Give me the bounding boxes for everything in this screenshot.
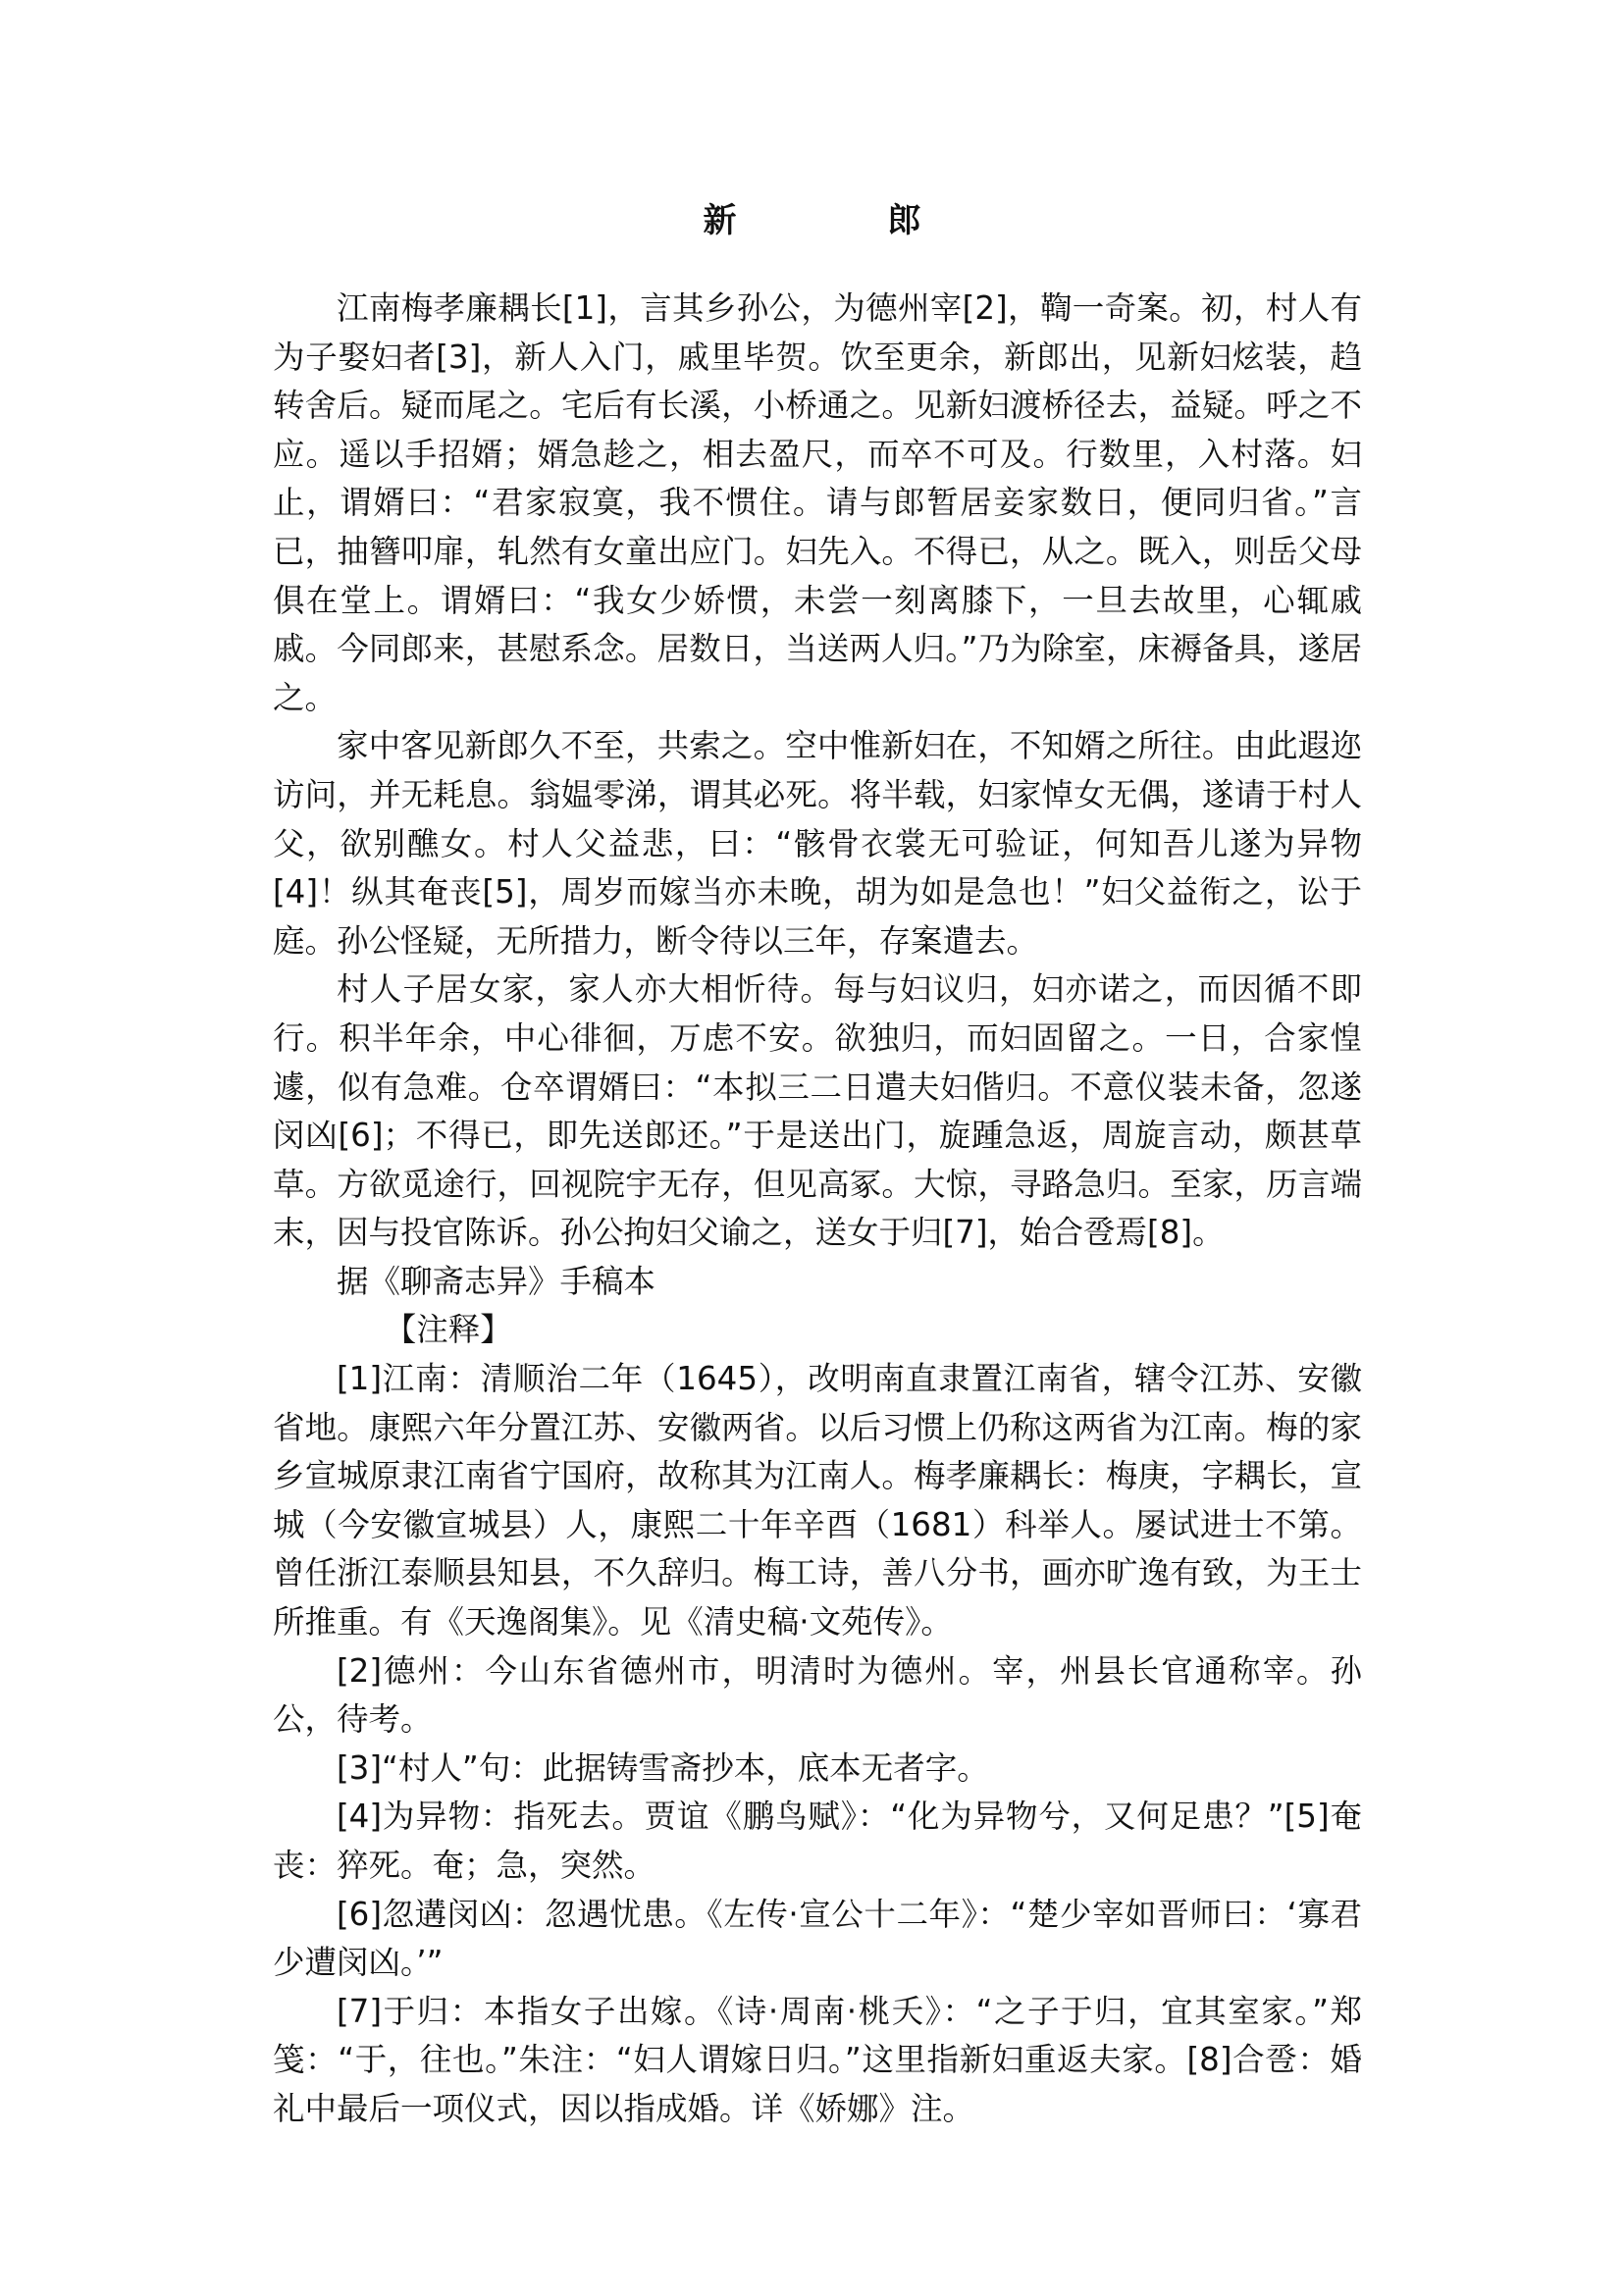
note-2: [2]德州：今山东省德州市，明清时为德州。宰，州县长官通称宰。孙公，待考。 xyxy=(273,1651,1362,1739)
story-paragraph-2: 家中客见新郎久不至，共索之。空中惟新妇在，不知婿之所往。由此遐迩访问，并无耗息。翁媪零涕，谓其必死。将半载，妇家悼女无偶，遂请于村人父，欲别醮女。村人父益悲，曰：“骸骨衣裳无可验证，何知吾儿遂为异物[4]！纵其奄丧[5]，周岁而嫁当亦未晚，胡为如是急也！”妇父益衔之，讼于庭。孙公怪疑，无所措力，断令待以三年，存案遣去。 xyxy=(273,727,1362,960)
note-7-8: [7]于归：本指女子出嫁。《诗·周南·桃夭》：“之子于归，宜其室家。”郑笺：“于，往也。”朱注：“妇人谓嫁日归。”这里指新妇重返夫家。[8]合卺：婚礼中最后一项仪式，因以指成婚。详《娇娜》注。 xyxy=(273,1992,1362,2127)
note-3: [3]“村人”句：此据铸雪斋抄本，底本无者字。 xyxy=(337,1748,989,1787)
document-body xyxy=(273,285,1362,2134)
note-4-5: [4]为异物：指死去。贾谊《鹏鸟赋》：“化为异物兮，又何足患？”[5]奄丧：猝死。奄；急，突然。 xyxy=(273,1798,1362,1884)
note-1: [1]江南：清顺治二年（1645），改明南直隶置江南省，辖令江苏、安徽省地。康熙六年分置江苏、安徽两省。以后习惯上仍称这两省为江南。梅的家乡宣城原隶江南省宁国府，故称其为江南人。梅孝廉耦长：梅庚，字耦长，宣城（今安徽宣城县）人，康熙二十年辛酉（1681）科举人。屡试进士不第。曾任浙江泰顺县知县，不久辞归。梅工诗，善八分书，画亦旷逸有致，为王士所推重。有《天逸阁集》。见《清史稿·文苑传》。 xyxy=(273,1360,1362,1642)
document-title: 新 郎 xyxy=(703,201,980,240)
source-line: 据《聊斋志异》手稿本 xyxy=(337,1262,656,1300)
story-paragraph-3: 村人子居女家，家人亦大相忻待。每与妇议归，妇亦诺之，而因循不即行。积半年余，中心徘徊，万虑不安。欲独归，而妇固留之。一日，合家惶遽，似有急难。仓卒谓婿曰：“本拟三二日遣夫妇偕归。不意仪装未备，忽遂闵凶[6]；不得已，即先送郎还。”于是送出门，旋踵急返，周旋言动，颇甚草草。方欲觅途行，回视院宇无存，但见高冢。大惊，寻路急归。至家，历言端末，因与投官陈诉。孙公拘妇父谕之，送女于归[7]，始合卺焉[8]。 xyxy=(273,970,1362,1252)
notes-heading: 【注释】 xyxy=(384,1311,512,1349)
story-paragraph-1: 江南梅孝廉耦长[1]，言其乡孙公，为德州宰[2]，鞫一奇案。初，村人有为子娶妇者[3]，新人入门，戚里毕贺。饮至更余，新郎出，见新妇炫装，趋转舍后。疑而尾之。宅后有长溪，小桥通之。见新妇渡桥径去，益疑。呼之不应。遥以手招婿；婿急趁之，相去盈尺，而卒不可及。行数里，入村落。妇止，谓婿曰：“君家寂寞，我不惯住。请与郎暂居妾家数日，便同归省。”言已，抽簪叩扉，轧然有女童出应门。妇先入。不得已，从之。既入，则岳父母俱在堂上。谓婿曰：“我女少娇惯，未尝一刻离膝下，一旦去故里，心辄戚戚。今同郎来，甚慰系念。居数日，当送两人归。”乃为除室，床褥备具，遂居之。 xyxy=(273,289,1362,716)
note-6: [6]忽遘闵凶：忽遇忧患。《左传·宣公十二年》：“楚少宰如晋师曰：‘寡君少遭闵凶。’” xyxy=(273,1895,1362,1982)
